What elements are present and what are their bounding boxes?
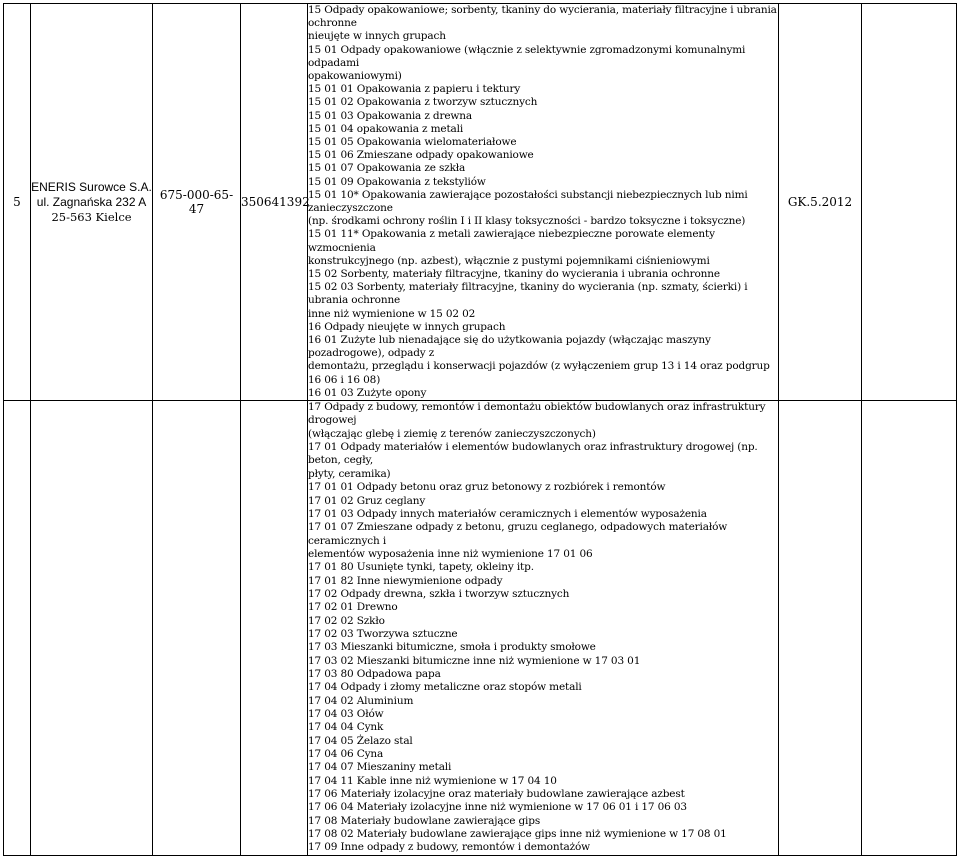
waste-code-line: 17 04 Odpady i złomy metaliczne oraz stopów metali — [308, 681, 582, 694]
waste-code-line: konstrukcyjnego (np. azbest), włącznie z pustymi pojemnikami ciśnieniowymi — [308, 254, 710, 267]
waste-code-line: 15 01 04 opakowania z metali — [308, 122, 464, 135]
decision-cell: GK.5.2012 — [779, 4, 862, 401]
table-row — [4, 4, 957, 401]
company-street: ul. Zagnańska 232 A — [36, 194, 147, 209]
waste-code-line: 16 01 03 Zużyte opony — [308, 386, 427, 399]
waste-code-line: 15 Odpady opakowaniowe; sorbenty, tkaniny do wycierania, materiały filtracyjne i ubrania ochronne — [308, 4, 777, 30]
waste-code-line: 17 04 04 Cynk — [308, 721, 384, 734]
waste-code-line: 17 01 01 Odpady betonu oraz gruz betonowy z rozbiórek i remontów — [308, 481, 666, 494]
waste-code-line: (włączając glebę i ziemię z terenów zanieczyszczonych) — [308, 427, 596, 440]
empty-cell — [153, 401, 241, 856]
empty-cell — [31, 401, 153, 856]
waste-code-line: 17 03 Mieszanki bitumiczne, smoła i produkty smołowe — [308, 641, 596, 654]
regon-cell: 350641392 — [241, 4, 308, 401]
waste-code-line: 17 01 03 Odpady innych materiałów ceramicznych i elementów wyposażenia — [308, 507, 707, 520]
waste-code-line: 15 01 02 Opakowania z tworzyw sztucznych — [308, 96, 538, 109]
waste-code-line: płyty, ceramika) — [308, 467, 391, 480]
waste-code-line: 17 06 04 Materiały izolacyjne inne niż wymienione w 17 06 01 i 17 06 03 — [308, 801, 687, 814]
company-name: ENERIS Surowce S.A. — [31, 179, 152, 194]
table-row — [4, 401, 957, 856]
waste-code-line: 15 01 10* Opakowania zawierające pozostałości substancji niebezpiecznych lub nimi zanieczyszczone — [308, 188, 748, 215]
empty-cell — [862, 401, 957, 856]
waste-code-line: 15 01 06 Zmieszane odpady opakowaniowe — [308, 149, 534, 162]
waste-code-line: 17 04 05 Żelazo stal — [308, 734, 413, 747]
registry-table — [3, 3, 957, 856]
waste-code-line: 15 01 07 Opakowania ze szkła — [308, 162, 466, 175]
waste-code-line: 17 03 80 Odpadowa papa — [308, 667, 441, 680]
waste-codes-cell — [308, 401, 779, 856]
empty-cell — [241, 401, 308, 856]
waste-code-line: 15 01 Odpady opakowaniowe (włącznie z selektywnie zgromadzonymi komunalnymi odpadami — [308, 43, 746, 69]
waste-code-line: elementów wyposażenia inne niż wymienione 17 01 06 — [308, 547, 593, 560]
waste-code-line: 17 01 07 Zmieszane odpady z betonu, gruzu ceglanego, odpadowych materiałów ceramicznych i — [308, 521, 728, 547]
waste-code-line: 15 01 01 Opakowania z papieru i tektury — [308, 83, 521, 96]
waste-code-line: 17 01 80 Usunięte tynki, tapety, okleiny itp. — [308, 561, 534, 574]
waste-code-line: 16 Odpady nieujęte w innych grupach — [308, 320, 506, 333]
waste-code-line: 17 04 03 Ołów — [308, 708, 384, 720]
waste-code-line: opakowaniowymi) — [308, 70, 402, 83]
waste-code-line: 17 02 03 Tworzywa sztuczne — [308, 627, 458, 640]
waste-code-line: 17 01 02 Gruz ceglany — [308, 494, 426, 507]
waste-code-line: 15 02 Sorbenty, materiały filtracyjne, tkaniny do wycierania i ubrania ochronne — [308, 268, 720, 281]
waste-code-line: 17 04 06 Cyna — [308, 748, 384, 761]
waste-code-line: 17 Odpady z budowy, remontów i demontażu obiektów budowlanych oraz infrastruktury drogowej — [308, 401, 766, 427]
waste-code-line: 17 09 Inne odpady z budowy, remontów i demontażów — [308, 841, 591, 854]
company-city: 25-563 Kielce — [51, 209, 132, 224]
waste-code-line: 17 02 Odpady drewna, szkła i tworzyw sztucznych — [308, 587, 570, 600]
waste-code-line: 17 02 02 Szkło — [308, 614, 385, 627]
waste-code-line: 17 04 07 Mieszaniny metali — [308, 761, 452, 774]
waste-code-line: 16 01 Zużyte lub nienadające się do użytkowania pojazdy (włączając maszyny pozadrogowe), odpady z — [308, 334, 711, 360]
waste-code-line: 17 03 02 Mieszanki bitumiczne inne niż wymienione w 17 03 01 — [308, 654, 641, 667]
nip-cell: 675-000-65-47 — [153, 4, 241, 401]
empty-cell — [862, 4, 957, 401]
waste-code-line: nieujęte w innych grupach — [308, 30, 446, 43]
waste-code-line: 17 02 01 Drewno — [308, 601, 398, 614]
empty-cell — [779, 401, 862, 856]
empty-cell — [4, 401, 31, 856]
waste-code-line: inne niż wymienione w 15 02 02 — [308, 307, 476, 320]
waste-codes-cell — [308, 4, 779, 401]
company-cell — [31, 4, 153, 401]
waste-code-line: 15 02 03 Sorbenty, materiały filtracyjne, tkaniny do wycierania (np. szmaty, ścierki) i ubrania ochronne — [308, 281, 748, 307]
waste-code-line: 17 08 Materiały budowlane zawierające gips — [308, 814, 541, 827]
waste-code-line: 15 01 05 Opakowania wielomateriałowe — [308, 136, 517, 149]
waste-code-line: 17 01 82 Inne niewymienione odpady — [308, 574, 503, 587]
waste-code-line: (np. środkami ochrony roślin I i II klasy toksyczności - bardzo toksyczne i toksyczne) — [308, 215, 746, 228]
waste-code-line: 15 01 03 Opakowania z drewna — [308, 109, 472, 122]
waste-code-line: 15 01 09 Opakowania z tekstyliów — [308, 175, 486, 188]
waste-code-line: 17 08 02 Materiały budowlane zawierające gips inne niż wymienione w 17 08 01 — [308, 828, 727, 841]
waste-code-line: 17 06 Materiały izolacyjne oraz materiały budowlane zawierające azbest — [308, 788, 685, 801]
waste-code-line: demontażu, przeglądu i konserwacji pojazdów (z wyłączeniem grup 13 i 14 oraz podgrup 16 06 i 16 08) — [308, 360, 770, 386]
waste-code-line: 17 04 11 Kable inne niż wymienione w 17 04 10 — [308, 774, 557, 787]
waste-code-line: 17 01 Odpady materiałów i elementów budowlanych oraz infrastruktury drogowej (np. beton, cegły, — [308, 441, 758, 467]
waste-code-line: 17 04 02 Aluminium — [308, 694, 414, 707]
waste-code-line: 15 01 11* Opakowania z metali zawierające niebezpieczne porowate elementy wzmocnienia — [308, 228, 715, 254]
row-number: 5 — [4, 4, 31, 401]
